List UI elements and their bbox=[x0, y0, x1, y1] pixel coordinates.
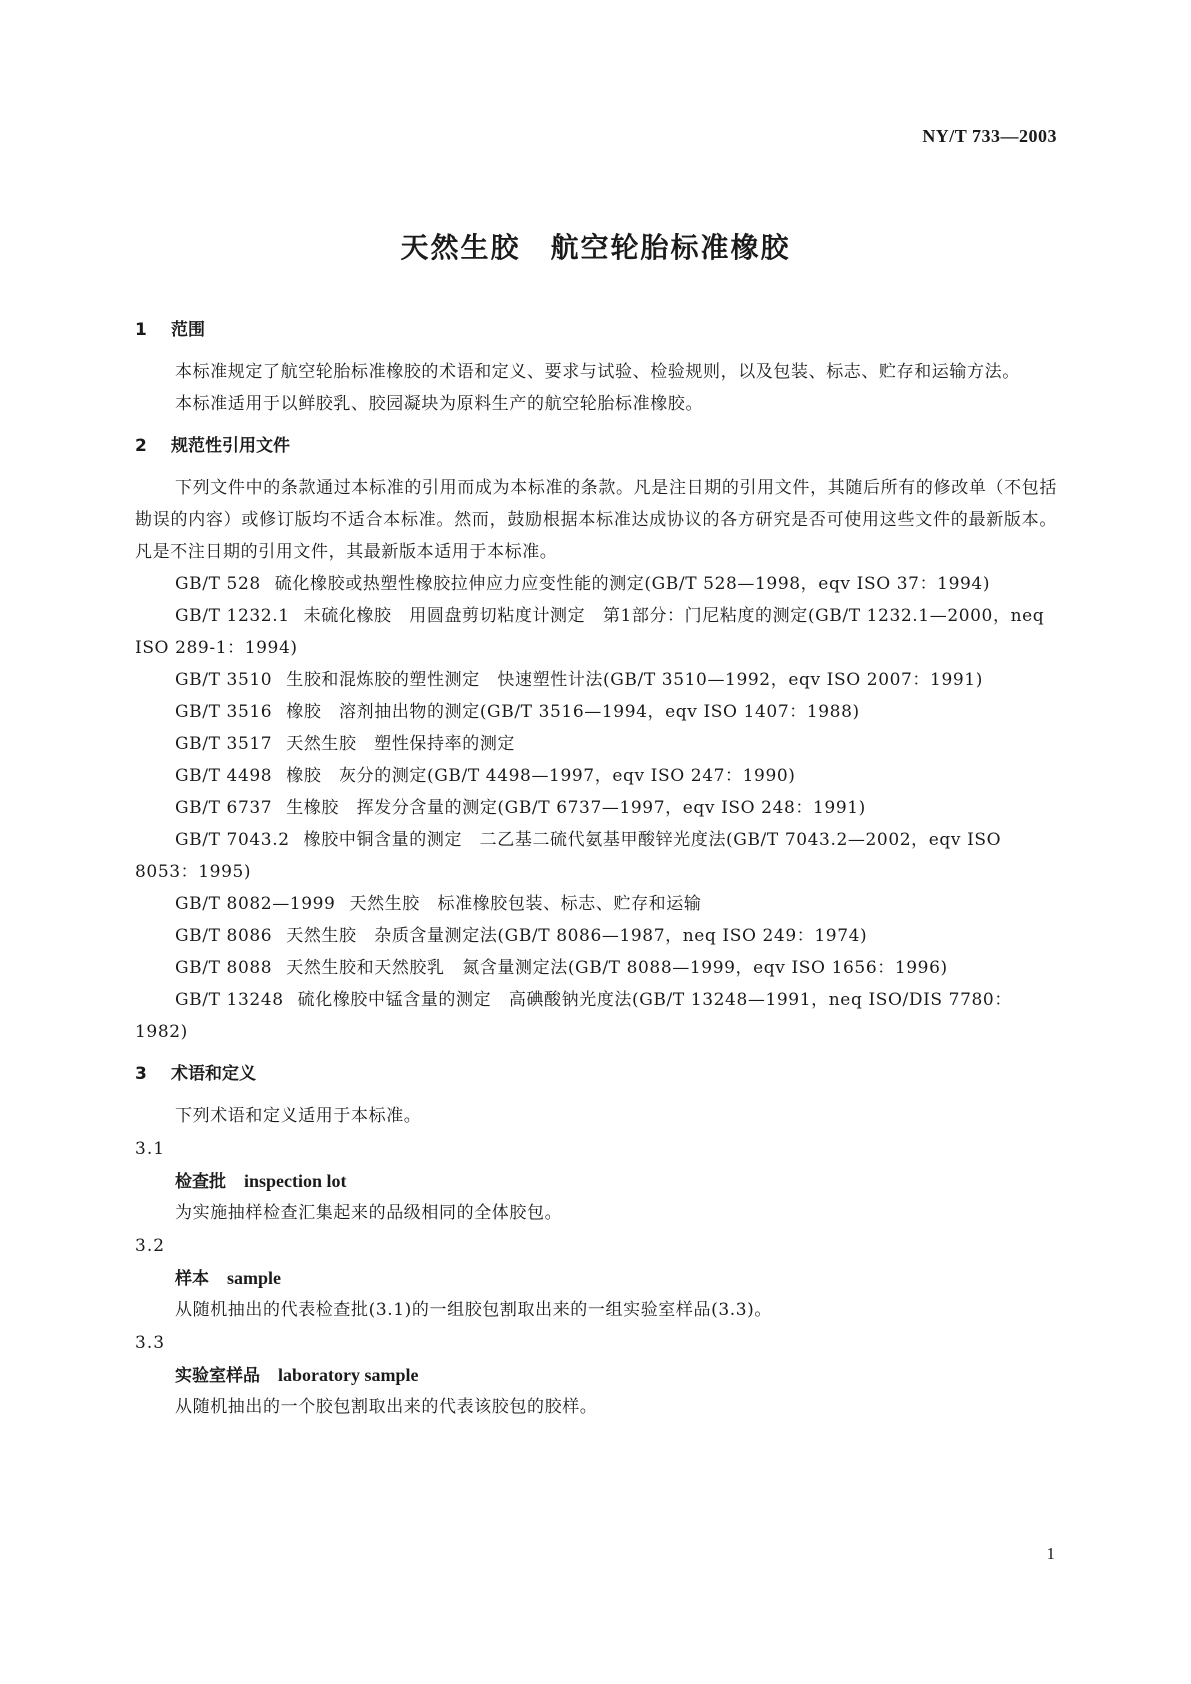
section-title: 范围 bbox=[171, 320, 205, 340]
reference-code: GB/T 7043.2 bbox=[175, 830, 290, 850]
page-number: 1 bbox=[1046, 1544, 1055, 1563]
reference-text: 天然生胶 标准橡胶包装、标志、贮存和运输 bbox=[349, 894, 702, 914]
reference-text: 橡胶 溶剂抽出物的测定(GB/T 3516—1994，eqv ISO 1407：1988) bbox=[286, 702, 860, 722]
term-definition: 从随机抽出的一个胶包割取出来的代表该胶包的胶样。 bbox=[175, 1397, 598, 1417]
reference-code: GB/T 8082—1999 bbox=[175, 894, 336, 914]
paragraph: 下列术语和定义适用于本标准。 bbox=[175, 1106, 422, 1126]
section-title: 规范性引用文件 bbox=[171, 436, 290, 456]
section-heading-terms-definitions bbox=[135, 1062, 1057, 1086]
term-number: 3.2 bbox=[135, 1236, 166, 1256]
reference-text: 未硫化橡胶 用圆盘剪切粘度计测定 第1部分：门尼粘度的测定(GB/T 1232.1—2000，neq ISO 289-1：1994) bbox=[135, 606, 1045, 658]
reference-code: GB/T 8086 bbox=[175, 926, 273, 946]
reference-item bbox=[135, 664, 1057, 696]
reference-code: GB/T 3510 bbox=[175, 670, 273, 690]
reference-code: GB/T 3517 bbox=[175, 734, 273, 754]
section-number: 1 bbox=[135, 320, 147, 340]
term-zh: 样本 bbox=[175, 1269, 209, 1289]
reference-item bbox=[135, 984, 1057, 1048]
term-zh: 检查批 bbox=[175, 1172, 226, 1192]
reference-item bbox=[135, 888, 1057, 920]
reference-item bbox=[135, 792, 1057, 824]
reference-text: 天然生胶和天然胶乳 氮含量测定法(GB/T 8088—1999，eqv ISO 1656：1996) bbox=[286, 958, 948, 978]
reference-item bbox=[135, 824, 1057, 888]
reference-code: GB/T 1232.1 bbox=[175, 606, 290, 626]
reference-item bbox=[135, 920, 1057, 952]
reference-code: GB/T 528 bbox=[175, 574, 261, 594]
term-number: 3.3 bbox=[135, 1333, 166, 1353]
section-heading-scope bbox=[135, 318, 1057, 342]
section-number: 2 bbox=[135, 436, 147, 456]
term-number: 3.1 bbox=[135, 1139, 166, 1159]
term-en: laboratory sample bbox=[278, 1365, 419, 1385]
section-heading-normative-references bbox=[135, 434, 1057, 458]
term-title bbox=[135, 1360, 1057, 1391]
term-entry bbox=[135, 1326, 1057, 1423]
paragraph: 本标准规定了航空轮胎标准橡胶的术语和定义、要求与试验、检验规则，以及包装、标志、贮存和运输方法。 bbox=[175, 362, 1020, 382]
term-title bbox=[135, 1166, 1057, 1197]
reference-text: 生橡胶 挥发分含量的测定(GB/T 6737—1997，eqv ISO 248：1991) bbox=[286, 798, 866, 818]
reference-code: GB/T 8088 bbox=[175, 958, 273, 978]
term-entry bbox=[135, 1229, 1057, 1326]
document-title: 天然生胶 航空轮胎标准橡胶 bbox=[400, 231, 791, 264]
paragraph: 本标准适用于以鲜胶乳、胶园凝块为原料生产的航空轮胎标准橡胶。 bbox=[175, 394, 703, 414]
reference-code: GB/T 4498 bbox=[175, 766, 273, 786]
term-zh: 实验室样品 bbox=[175, 1366, 260, 1386]
reference-item bbox=[135, 600, 1057, 664]
reference-text: 天然生胶 塑性保持率的测定 bbox=[286, 734, 516, 754]
reference-text: 生胶和混炼胶的塑性测定 快速塑性计法(GB/T 3510—1992，eqv ISO 2007：1991) bbox=[286, 670, 983, 690]
paragraph: 下列文件中的条款通过本标准的引用而成为本标准的条款。凡是注日期的引用文件，其随后所有的修改单（不包括勘误的内容）或修订版均不适合本标准。然而，鼓励根据本标准达成协议的各方研究是否可使用这些文件的最新版本。凡是不注日期的引用文件，其最新版本适用于本标准。 bbox=[135, 478, 1057, 562]
reference-text: 天然生胶 杂质含量测定法(GB/T 8086—1987，neq ISO 249：1974) bbox=[286, 926, 868, 946]
section-title: 术语和定义 bbox=[171, 1064, 256, 1084]
reference-text: 橡胶 灰分的测定(GB/T 4498—1997，eqv ISO 247：1990) bbox=[286, 766, 796, 786]
reference-code: GB/T 3516 bbox=[175, 702, 273, 722]
reference-item bbox=[135, 696, 1057, 728]
reference-text: 橡胶中铜含量的测定 二乙基二硫代氨基甲酸锌光度法(GB/T 7043.2—2002，eqv ISO 8053：1995) bbox=[135, 830, 1002, 882]
reference-code: GB/T 13248 bbox=[175, 990, 284, 1010]
reference-text: 硫化橡胶或热塑性橡胶拉伸应力应变性能的测定(GB/T 528—1998，eqv ISO 37：1994) bbox=[274, 574, 991, 594]
reference-item bbox=[135, 568, 1057, 600]
term-title bbox=[135, 1263, 1057, 1294]
reference-item bbox=[135, 728, 1057, 760]
term-en: sample bbox=[227, 1268, 281, 1288]
term-definition: 为实施抽样检查汇集起来的品级相同的全体胶包。 bbox=[175, 1203, 563, 1223]
term-entry bbox=[135, 1132, 1057, 1229]
term-en: inspection lot bbox=[244, 1171, 347, 1191]
reference-text: 硫化橡胶中锰含量的测定 高碘酸钠光度法(GB/T 13248—1991，neq ISO/DIS 7780：1982) bbox=[135, 990, 1012, 1042]
section-number: 3 bbox=[135, 1064, 147, 1084]
reference-code: GB/T 6737 bbox=[175, 798, 273, 818]
reference-item bbox=[135, 760, 1057, 792]
term-definition: 从随机抽出的代表检查批(3.1)的一组胶包割取出来的一组实验室样品(3.3)。 bbox=[175, 1300, 772, 1320]
standard-code: NY/T 733—2003 bbox=[922, 126, 1057, 146]
reference-item bbox=[135, 952, 1057, 984]
document-body bbox=[135, 318, 1057, 1423]
